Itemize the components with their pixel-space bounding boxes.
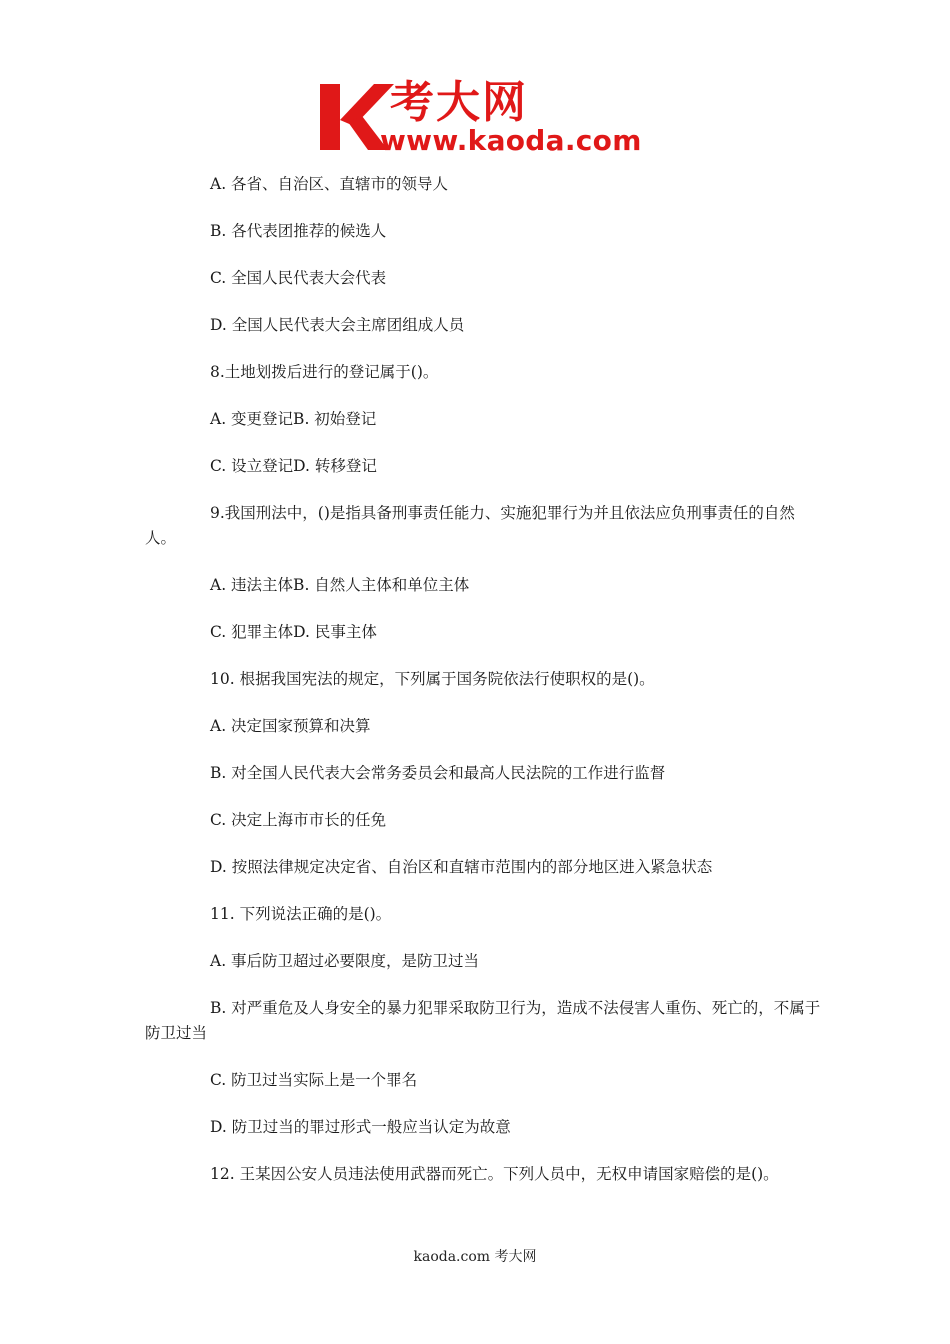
option-b-q11: B. 对严重危及人身安全的暴力犯罪采取防卫行为，造成不法侵害人重伤、死亡的，不属于防卫过当 xyxy=(145,999,821,1042)
option-c-q10: C. 决定上海市市长的任免 xyxy=(210,811,387,829)
question-12: 12. 王某因公安人员违法使用武器而死亡。下列人员中，无权申请国家赔偿的是()。 xyxy=(210,1165,779,1183)
options-cd-q9: C. 犯罪主体D. 民事主体 xyxy=(210,623,377,641)
document-body xyxy=(145,172,825,1209)
option-a-q7: A. 各省、自治区、直辖市的领导人 xyxy=(210,175,449,193)
option-a-q10: A. 决定国家预算和决算 xyxy=(210,717,371,735)
option-b-q7: B. 各代表团推荐的候选人 xyxy=(210,222,387,240)
options-ab-q8: A. 变更登记B. 初始登记 xyxy=(210,410,377,428)
question-9: 9.我国刑法中，()是指具备刑事责任能力、实施犯罪行为并且依法应负刑事责任的自然人。 xyxy=(145,504,795,547)
logo-url-text: www.kaoda.com xyxy=(380,124,642,157)
page-footer: kaoda.com 考大网 xyxy=(413,1249,537,1265)
option-d-q11: D. 防卫过当的罪过形式一般应当认定为故意 xyxy=(210,1118,511,1136)
option-a-q11: A. 事后防卫超过必要限度，是防卫过当 xyxy=(210,952,480,970)
options-cd-q8: C. 设立登记D. 转移登记 xyxy=(210,457,377,475)
option-b-q10: B. 对全国人民代表大会常务委员会和最高人民法院的工作进行监督 xyxy=(210,764,666,782)
question-11: 11. 下列说法正确的是()。 xyxy=(210,905,392,923)
kaoda-logo xyxy=(318,77,642,160)
option-c-q11: C. 防卫过当实际上是一个罪名 xyxy=(210,1071,418,1089)
option-d-q10: D. 按照法律规定决定省、自治区和直辖市范围内的部分地区进入紧急状态 xyxy=(210,858,713,876)
question-8: 8.土地划拨后进行的登记属于()。 xyxy=(210,363,439,381)
option-c-q7: C. 全国人民代表大会代表 xyxy=(210,269,387,287)
options-ab-q9: A. 违法主体B. 自然人主体和单位主体 xyxy=(210,576,470,594)
question-10: 10. 根据我国宪法的规定，下列属于国务院依法行使职权的是()。 xyxy=(210,670,655,688)
option-d-q7: D. 全国人民代表大会主席团组成人员 xyxy=(210,316,465,334)
logo-brand-text: 考大网 xyxy=(390,77,528,128)
